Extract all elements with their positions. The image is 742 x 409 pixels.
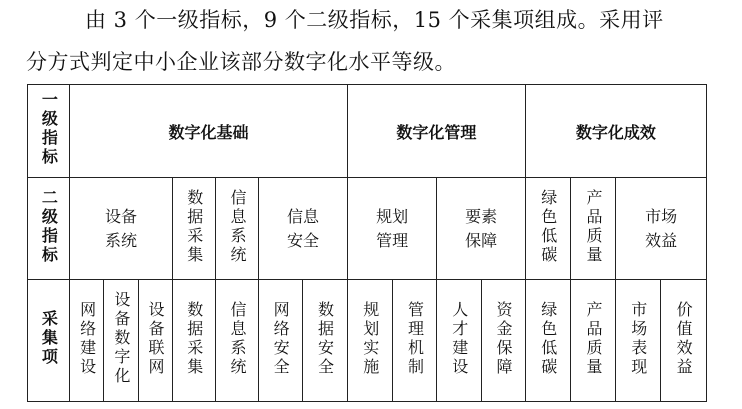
row-header-items: 采集项 bbox=[28, 280, 70, 402]
indicator-table bbox=[27, 84, 707, 402]
level1-digital-foundation: 数字化基础 bbox=[70, 85, 348, 178]
table-row-level2 bbox=[28, 178, 707, 280]
level2-equipment-system: 设备 系统 bbox=[70, 178, 173, 280]
level2-factor-support: 要素 保障 bbox=[437, 178, 526, 280]
level2-market-benefit: 市场 效益 bbox=[616, 178, 707, 280]
item-information-system: 信息系统 bbox=[216, 280, 259, 402]
item-value-benefit: 价值效益 bbox=[660, 280, 706, 402]
level2-information-security: 信息 安全 bbox=[259, 178, 348, 280]
item-talent-building: 人才建设 bbox=[437, 280, 481, 402]
item-network-security: 网络安全 bbox=[259, 280, 302, 402]
table-row-level1 bbox=[28, 85, 707, 178]
item-green-low-carbon: 绿色低碳 bbox=[525, 280, 570, 402]
level2-green-low-carbon: 绿色低碳 bbox=[525, 178, 570, 280]
item-product-quality: 产品质量 bbox=[571, 280, 616, 402]
item-plan-implementation: 规划实施 bbox=[347, 280, 392, 402]
level1-digital-management: 数字化管理 bbox=[347, 85, 525, 178]
table-row-items bbox=[28, 280, 707, 402]
row-header-level2: 二级指标 bbox=[28, 178, 70, 280]
level2-product-quality: 产品质量 bbox=[571, 178, 616, 280]
level1-digital-effectiveness: 数字化成效 bbox=[525, 85, 706, 178]
paragraph-line-1: 由 3 个一级指标，9 个二级指标，15 个采集项组成。采用评 bbox=[85, 8, 664, 32]
item-data-collection: 数据采集 bbox=[172, 280, 215, 402]
row-header-level1: 一级指标 bbox=[28, 85, 70, 178]
item-network-construction: 网络建设 bbox=[70, 280, 104, 402]
level2-planning-management: 规划 管理 bbox=[347, 178, 437, 280]
level2-information-system: 信息系统 bbox=[216, 178, 259, 280]
item-management-mechanism: 管理机制 bbox=[393, 280, 437, 402]
item-equipment-digitalization: 设备数字化 bbox=[104, 280, 138, 402]
item-equipment-networking: 设备联网 bbox=[138, 280, 172, 402]
item-funding-support: 资金保障 bbox=[481, 280, 525, 402]
level2-data-collection: 数据采集 bbox=[172, 178, 215, 280]
item-data-security: 数据安全 bbox=[302, 280, 347, 402]
item-market-performance: 市场表现 bbox=[616, 280, 660, 402]
paragraph-line-2: 分方式判定中小企业该部分数字化水平等级。 bbox=[26, 50, 456, 74]
